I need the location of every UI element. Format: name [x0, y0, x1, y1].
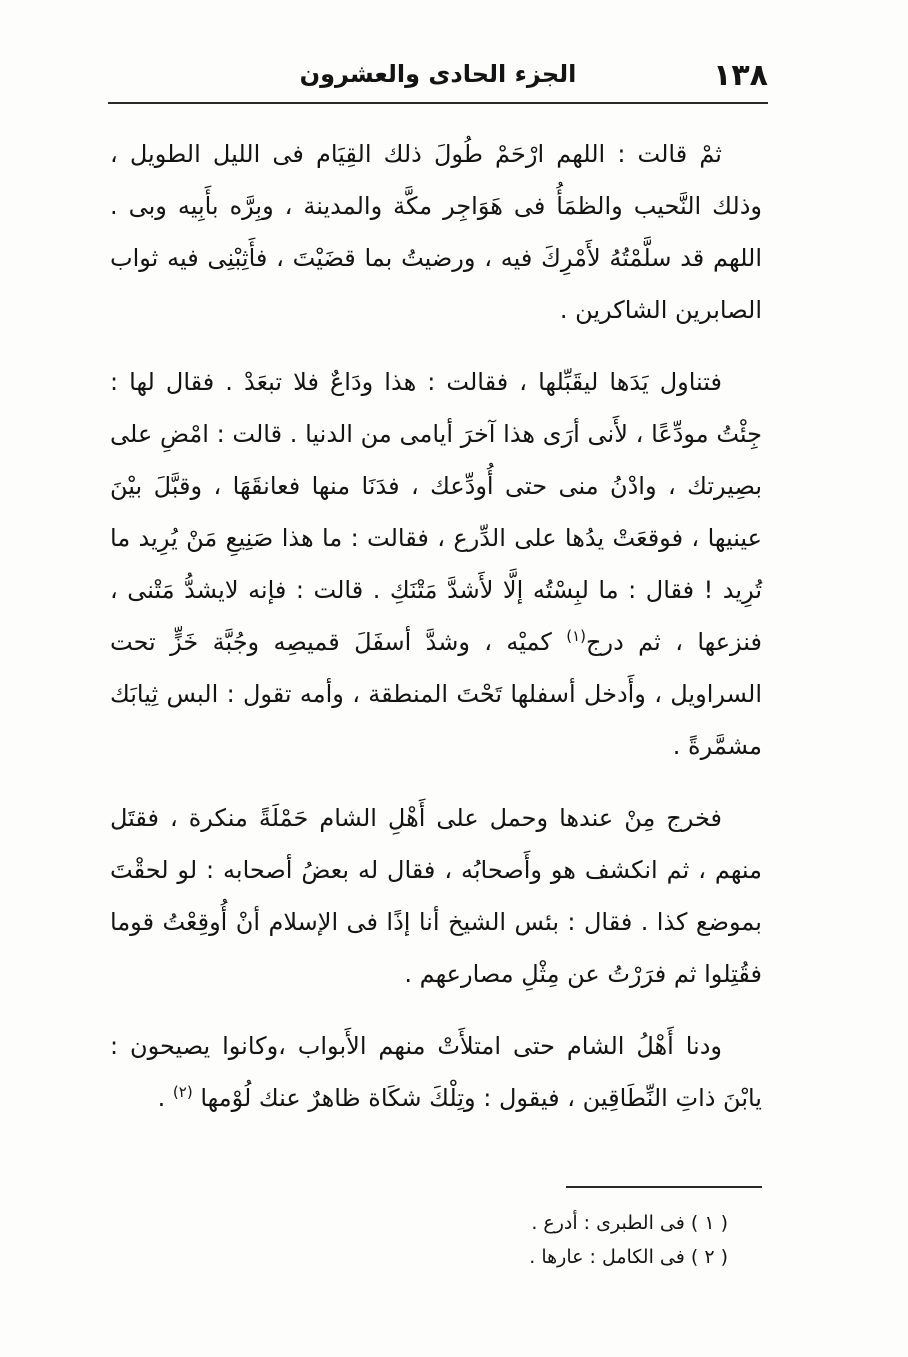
paragraph-text: ودنا أَهْلُ الشام حتى امتلأَتْ منهم الأَبواب ،وكانوا يصيحون : يابْنَ ذاتِ النِّطَاقِين ، فيقول : وتِلْكَ شكَاة ظاهرٌ عنك لُوْمها — [110, 1032, 762, 1112]
footnote-reference: (١) — [566, 627, 587, 645]
footnotes — [380, 1206, 728, 1274]
footnote-text: فى الكامل : عارها . — [529, 1246, 685, 1268]
footnote-marker: ( ١ ) — [690, 1212, 728, 1234]
final-period: . — [157, 1084, 166, 1112]
paragraph: فخرج مِنْ عندها وحمل على أَهْلِ الشام حَمْلَةً منكرة ، فقتَل منهم ، ثم انكشف هو وأَصحابُه ، فقال له بعضُ أصحابه : لو لحقْتَ بموضع كذا . فقال : بئس الشيخ أنا إذًا فى الإسلام أنْ أُوقِعْتُ قوما فقُتِلوا ثم فرَرْتُ عن مِثْلِ مصارعهم . — [110, 804, 762, 988]
footnote-rule — [566, 1186, 762, 1188]
running-title: الجزء الحادى والعشرون — [299, 60, 577, 88]
main-text — [110, 128, 762, 1124]
paragraph: ثمْ قالت : اللهم ارْحَمْ طُولَ ذلك القِيَام فى الليل الطويل ، وذلك النَّحيب والظمَأُ فى هَوَاجِر مكَّة والمدينة ، وبِرَّه بأَبِيه وبى . اللهم قد سلَّمْتُهُ لأَمْرِكَ فيه ، ورضيتُ بما قضَيْتَ ، فأَثِبْنِى فيه ثواب الصابرين الشاكرين . — [110, 140, 762, 324]
paragraph — [110, 356, 762, 772]
footnote-item — [380, 1206, 728, 1240]
page-number: ١٣٨ — [713, 58, 768, 93]
paragraph-text: كميْه ، وشدَّ أسفَلَ قميصِه وجُبَّة خَزٍّ تحت السراويل ، وأَدخل أسفلها تَحْتَ المنطقة ، وأمه تقول : البس ثِيابَك مشمَّرةً . — [110, 628, 762, 760]
footnote-reference: (٢) — [172, 1083, 193, 1101]
paragraph — [110, 1020, 762, 1124]
header-rule — [108, 102, 768, 104]
page-header — [108, 52, 768, 98]
paragraph-text: فتناول يَدَها ليقَبِّلها ، فقالت : هذا ودَاعٌ فلا تبعَدْ . فقال لها : جِئْتُ مودِّعًا ، لأَنى أرَى هذا آخرَ أيامى من الدنيا . قالت : امْضِ على بصِيرتك ، وادْنُ منى حتى أُودِّعك ، فدَنَا منها فعانقَهَا ، وقبَّلَ بيْنَ عينيها ، فوقعَتْ يدُها على الدِّرع ، فقالت : ما هذا صَنِيعِ مَنْ يُرِيد ما تُرِيد ! فقال : ما لبِسْتُه إلَّا لأَشدَّ مَتْنَكِ . قالت : فإنه لايشدُّ مَتْنى ، فنزعها ، ثم درج — [110, 368, 762, 656]
footnote-item — [380, 1240, 728, 1274]
footnote-marker: ( ٢ ) — [690, 1246, 728, 1268]
footnote-text: فى الطبرى : أدرع . — [531, 1212, 685, 1234]
